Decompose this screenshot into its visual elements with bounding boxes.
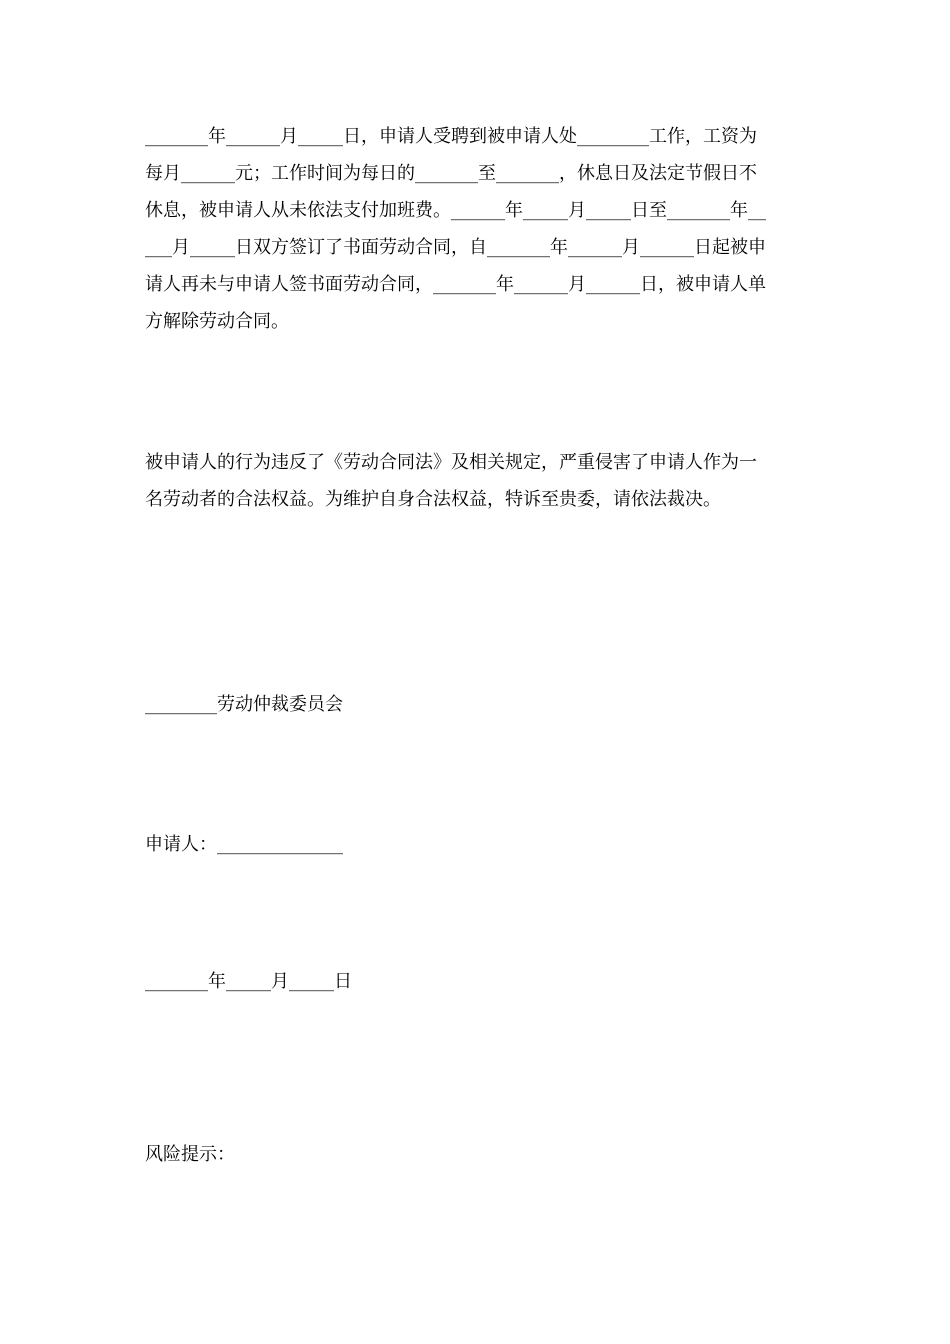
facts-paragraph	[145, 118, 810, 340]
paragraph-line: 请人再未与申请人签书面劳动合同，_______年______月______日，被申请人单	[145, 274, 766, 295]
risk-heading-text: 风险提示：	[145, 1144, 235, 1165]
committee-text: ________劳动仲裁委员会	[145, 694, 343, 715]
paragraph-line: 被申请人的行为违反了《劳动合同法》及相关规定，严重侵害了申请人作为一	[145, 452, 757, 473]
paragraph-line: _______年______月_____日，申请人受聘到被申请人处________工作，工资为	[145, 126, 757, 147]
signature-date	[145, 963, 810, 1000]
paragraph-line: 每月______元；工作时间为每日的_______至_______，休息日及法定节假日不	[145, 163, 757, 184]
risk-heading	[145, 1136, 810, 1173]
applicant-text: 申请人：______________	[145, 834, 343, 855]
paragraph-line: 方解除劳动合同。	[145, 311, 289, 332]
paragraph-line: 名劳动者的合法权益。为维护自身合法权益，特诉至贵委，请依法裁决。	[145, 489, 721, 510]
date-text: _______年_____月_____日	[145, 971, 352, 992]
claim-paragraph	[145, 444, 810, 518]
paragraph-line: ___月_____日双方签订了书面劳动合同，自_______年______月______日起被申	[145, 237, 766, 258]
applicant-signature	[145, 826, 810, 863]
committee-addressee	[145, 686, 810, 723]
paragraph-line: 休息，被申请人从未依法支付加班费。______年_____月_____日至_______年__	[145, 200, 766, 221]
